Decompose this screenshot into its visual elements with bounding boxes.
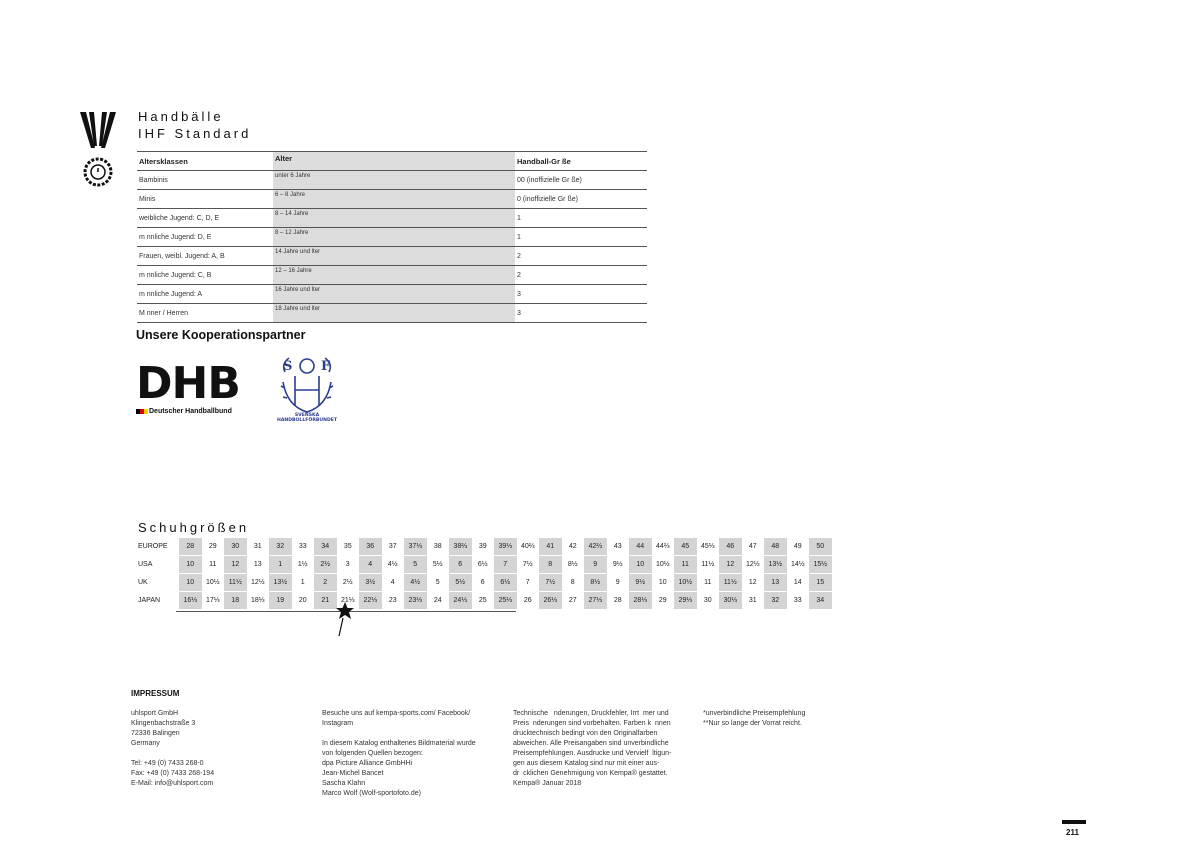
shoe-size-cell: 46	[719, 538, 742, 556]
shoe-size-cell: 8	[562, 574, 585, 592]
partners-title: Unsere Kooperationspartner	[136, 328, 306, 342]
impressum-address: uhlsport GmbH Klingenbachstraße 3 72336 Balingen Germany Tel: +49 (0) 7433 268-0 Fax: +49 (0) 7433 268-194 E-Mail: info@uhlsport.com	[131, 710, 215, 787]
dhb-subtitle: Deutscher Handballbund	[149, 408, 232, 415]
shoe-size-cell: 12	[742, 574, 765, 592]
shoe-size-cell: 30	[224, 538, 247, 556]
shoe-size-cell: 8½	[562, 556, 585, 574]
sweden-line1: SVENSKA	[294, 413, 320, 418]
shoe-size-cell: 11½	[719, 574, 742, 592]
shoe-size-cell: 13	[247, 556, 270, 574]
shoe-size-row-label: USA	[135, 556, 179, 574]
shoe-size-cell: 18	[224, 592, 247, 610]
age-class-cell: M nner / Herren	[137, 304, 273, 323]
page-number-bar	[1062, 820, 1086, 824]
shoe-size-cell: 15	[809, 574, 832, 592]
shoe-size-cell: 1	[292, 574, 315, 592]
table-row	[137, 247, 647, 266]
shoe-size-cell: 42	[562, 538, 585, 556]
shoe-size-cell: 21⅓	[337, 592, 360, 610]
shoe-size-cell: 47	[742, 538, 765, 556]
age-cell: 8 – 14 Jahre	[273, 209, 515, 228]
header-age-class: Altersklassen	[137, 152, 273, 171]
shoe-size-cell: 30⅓	[719, 592, 742, 610]
shoe-size-cell: 23⅓	[404, 592, 427, 610]
shoe-size-cell: 33	[292, 538, 315, 556]
shoe-size-cell: 16⅓	[179, 592, 202, 610]
shoe-size-cell: 10	[179, 556, 202, 574]
shoe-size-cell: 12	[224, 556, 247, 574]
shoe-size-cell: 50	[809, 538, 832, 556]
page-number: 211	[1066, 828, 1079, 837]
handball-medal-icon	[78, 112, 118, 192]
age-cell: 16 Jahre und lter	[273, 285, 515, 304]
shoe-size-cell: 11½	[697, 556, 720, 574]
shoe-size-row	[135, 592, 832, 610]
age-cell: unter 6 Jahre	[273, 171, 515, 190]
age-class-cell: m nnliche Jugend: C, B	[137, 266, 273, 285]
shoe-size-cell: 31	[742, 592, 765, 610]
handballs-title-line1: Handbälle	[138, 109, 224, 124]
shoe-size-cell: 5½	[449, 574, 472, 592]
shoe-size-cell: 17⅓	[202, 592, 225, 610]
shoe-size-cell: 18⅓	[247, 592, 270, 610]
table-row	[137, 304, 647, 323]
shoe-size-cell: 27	[562, 592, 585, 610]
shoe-size-cell: 2	[314, 574, 337, 592]
shoe-size-cell: 25⅓	[494, 592, 517, 610]
shoe-size-cell: 10	[629, 556, 652, 574]
shoe-size-cell: 14½	[787, 556, 810, 574]
shoe-size-cell: 36	[359, 538, 382, 556]
shoe-size-cell: 12½	[247, 574, 270, 592]
age-cell: 6 – 8 Jahre	[273, 190, 515, 209]
handball-size-table	[137, 151, 647, 323]
sweden-line2: HANDBOLLFÖRBUNDET	[276, 418, 338, 423]
shoe-size-cell: 9	[607, 574, 630, 592]
shoe-size-row	[135, 538, 832, 556]
shoe-size-cell: 8	[539, 556, 562, 574]
ball-size-cell: 1	[515, 228, 647, 247]
shoe-size-cell: 13½	[764, 556, 787, 574]
shoe-size-row-label: EUROPE	[135, 538, 179, 556]
shoe-size-cell: 26	[517, 592, 540, 610]
age-class-cell: m nnliche Jugend: D, E	[137, 228, 273, 247]
shoe-size-cell: 12	[719, 556, 742, 574]
shoe-size-cell: 44	[629, 538, 652, 556]
age-class-cell: m nnliche Jugend: A	[137, 285, 273, 304]
shoe-size-cell: 23	[382, 592, 405, 610]
table-row	[137, 228, 647, 247]
shoe-size-cell: 42⅔	[584, 538, 607, 556]
handballs-title	[138, 108, 251, 142]
age-class-cell: Frauen, weibl. Jugend: A, B	[137, 247, 273, 266]
shoe-size-cell: 2½	[314, 556, 337, 574]
shoe-size-cell: 44⅔	[652, 538, 675, 556]
impressum-title: IMPRESSUM	[131, 689, 180, 698]
shoe-size-cell: 28	[179, 538, 202, 556]
shoe-size-cell: 37⅓	[404, 538, 427, 556]
shoe-size-cell: 9½	[629, 574, 652, 592]
shoe-size-cell: 43	[607, 538, 630, 556]
star-icon	[334, 602, 356, 638]
impressum-sources: Besuche uns auf kempa-sports.com/ Facebook/ Instagram In diesem Katalog enthaltenes Bildmaterial wurde von folgenden Quellen bezogen: dpa Picture Alliance GmbHHi Jean-Michel Bancet Sascha Klahn Marco Wolf (Wolf-sportofoto.de)	[322, 710, 476, 797]
shoe-size-cell: 28⅓	[629, 592, 652, 610]
table-row	[137, 266, 647, 285]
shoe-size-cell: 24	[427, 592, 450, 610]
shoe-size-cell: 45	[674, 538, 697, 556]
shoe-size-cell: 7	[517, 574, 540, 592]
shoe-size-cell: 38⅔	[449, 538, 472, 556]
age-cell: 8 – 12 Jahre	[273, 228, 515, 247]
shoe-size-cell: 11	[674, 556, 697, 574]
shoe-size-cell: 32	[269, 538, 292, 556]
shoe-size-cell: 7½	[517, 556, 540, 574]
header-age: Alter	[273, 152, 515, 171]
shoe-size-cell: 12½	[742, 556, 765, 574]
shoe-size-cell: 22⅓	[359, 592, 382, 610]
ball-size-cell: 00 (inoffizielle Gr ße)	[515, 171, 647, 190]
svg-text:S: S	[283, 359, 293, 374]
shoe-size-cell: 24⅓	[449, 592, 472, 610]
shoe-size-cell: 33	[787, 592, 810, 610]
table-row	[137, 209, 647, 228]
shoe-size-cell: 3	[337, 556, 360, 574]
shoe-size-cell: 10½	[674, 574, 697, 592]
shoe-size-cell: 4½	[382, 556, 405, 574]
age-cell: 14 Jahre und lter	[273, 247, 515, 266]
shoe-size-cell: 9	[584, 556, 607, 574]
shoe-size-cell: 21	[314, 592, 337, 610]
age-class-cell: Bambinis	[137, 171, 273, 190]
shoe-size-cell: 32	[764, 592, 787, 610]
shoe-size-cell: 41	[539, 538, 562, 556]
shoe-size-cell: 1	[269, 556, 292, 574]
shoe-size-cell: 39	[472, 538, 495, 556]
shoe-size-cell: 26⅓	[539, 592, 562, 610]
handballs-title-line2: IHF Standard	[138, 126, 252, 141]
shoe-size-cell: 9½	[607, 556, 630, 574]
shoe-size-cell: 11	[697, 574, 720, 592]
shoe-size-cell: 11	[202, 556, 225, 574]
shoe-size-cell: 4½	[404, 574, 427, 592]
shoe-size-cell: 45⅓	[697, 538, 720, 556]
age-class-cell: Minis	[137, 190, 273, 209]
shoe-size-cell: 3½	[359, 574, 382, 592]
shoe-size-cell: 5	[404, 556, 427, 574]
ball-size-cell: 2	[515, 247, 647, 266]
table-row	[137, 285, 647, 304]
dhb-logo	[136, 360, 261, 402]
ball-size-cell: 1	[515, 209, 647, 228]
shoe-size-cell: 27⅓	[584, 592, 607, 610]
shoe-size-cell: 5½	[427, 556, 450, 574]
shoe-size-cell: 31	[247, 538, 270, 556]
svenska-handbollforbundet-logo	[275, 352, 339, 424]
age-class-cell: weibliche Jugend: C, D, E	[137, 209, 273, 228]
shoe-size-cell: 4	[382, 574, 405, 592]
shoe-size-cell: 1½	[292, 556, 315, 574]
ball-size-cell: 3	[515, 285, 647, 304]
shoe-size-cell: 25	[472, 592, 495, 610]
shoe-size-cell: 11½	[224, 574, 247, 592]
shoe-size-cell: 29	[202, 538, 225, 556]
shoe-size-cell: 19	[269, 592, 292, 610]
shoe-size-row-label: UK	[135, 574, 179, 592]
shoe-size-cell: 10	[652, 574, 675, 592]
dhb-logo-text: DHB	[136, 360, 240, 402]
shoe-size-cell: 7½	[539, 574, 562, 592]
shoe-size-cell: 13	[764, 574, 787, 592]
impressum-footnotes: *unverbindliche Preisempfehlung **Nur so lange der Vorrat reicht.	[703, 710, 806, 727]
shoe-size-cell: 13½	[269, 574, 292, 592]
shoe-size-table	[135, 538, 832, 610]
shoe-size-cell: 29	[652, 592, 675, 610]
ball-size-cell: 0 (inoffizielle Gr ße)	[515, 190, 647, 209]
shoe-sizes-title: Schuhgrößen	[138, 520, 250, 535]
german-flag-icon	[136, 409, 148, 414]
age-cell: 12 – 16 Jahre	[273, 266, 515, 285]
ball-size-cell: 3	[515, 304, 647, 323]
shoe-size-cell: 39⅓	[494, 538, 517, 556]
shoe-size-cell: 10½	[652, 556, 675, 574]
shoe-size-cell: 4	[359, 556, 382, 574]
shoe-size-cell: 6	[449, 556, 472, 574]
shoe-size-cell: 37	[382, 538, 405, 556]
shoe-size-cell: 14	[787, 574, 810, 592]
shoe-size-cell: 6½	[472, 556, 495, 574]
shoe-size-cell: 40⅔	[517, 538, 540, 556]
shoe-size-row	[135, 556, 832, 574]
shoe-size-cell: 49	[787, 538, 810, 556]
shoe-size-cell: 6½	[494, 574, 517, 592]
shoe-size-cell: 35	[337, 538, 360, 556]
shoe-size-cell: 2½	[337, 574, 360, 592]
shoe-size-cell: 29⅓	[674, 592, 697, 610]
age-cell: 18 Jahre und lter	[273, 304, 515, 323]
table-header-row	[137, 152, 647, 171]
svg-text:F: F	[321, 359, 331, 374]
shoe-size-cell: 8½	[584, 574, 607, 592]
shoe-size-cell: 15½	[809, 556, 832, 574]
shoe-size-cell: 28	[607, 592, 630, 610]
shoe-size-cell: 5	[427, 574, 450, 592]
ball-size-cell: 2	[515, 266, 647, 285]
shoe-size-cell: 48	[764, 538, 787, 556]
table-row	[137, 171, 647, 190]
shoe-size-cell: 34	[809, 592, 832, 610]
shoe-size-cell: 38	[427, 538, 450, 556]
impressum-legal: Technische nderungen, Druckfehler, Irrt mer und Preis nderungen sind vorbehalten. Farben k nnen drucktechnisch bedingt von den Originalfarben abweichen. Alle Preisangaben sind unverbindliche Preisempfehlungen. Ausdrucke und Vervielf ltigun- gen aus diesem Katalog sind nur mit einer aus- dr cklichen Genehmigung von Kempa® gestattet. Kempa® Januar 2018	[513, 710, 672, 787]
header-ball-size: Handball-Gr ße	[515, 152, 647, 171]
table-row	[137, 190, 647, 209]
shoe-size-row	[135, 574, 832, 592]
shoe-size-cell: 30	[697, 592, 720, 610]
shoe-size-cell: 7	[494, 556, 517, 574]
shoe-size-cell: 10	[179, 574, 202, 592]
shoe-size-cell: 10½	[202, 574, 225, 592]
shoe-size-row-label: JAPAN	[135, 592, 179, 610]
shoe-size-cell: 6	[472, 574, 495, 592]
shoe-size-cell: 34	[314, 538, 337, 556]
shoe-size-cell: 20	[292, 592, 315, 610]
